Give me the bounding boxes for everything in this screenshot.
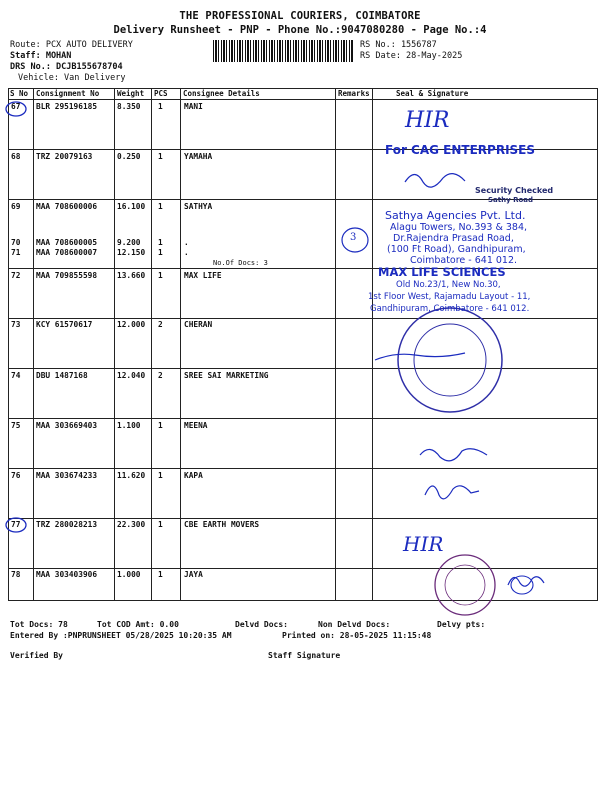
cell-weight: 1.000 <box>117 570 141 579</box>
rs-number: RS No.: 1556787 <box>360 40 437 50</box>
cell-consignment: TRZ 20079163 <box>36 152 93 161</box>
total-cod: Tot COD Amt: 0.00 <box>97 620 179 629</box>
cell-consignee: . <box>184 238 189 247</box>
initials-hir-bottom: HIR <box>403 532 444 556</box>
cell-weight: 0.250 <box>117 152 141 161</box>
cell-consignee: SATHYA <box>184 202 213 211</box>
cell-pcs: 1 <box>158 520 163 529</box>
cell-pcs: 1 <box>158 248 163 257</box>
maxlife-line1: Old No.23/1, New No.30, <box>396 280 501 290</box>
cell-consignment: TRZ 280028213 <box>36 520 98 529</box>
sathy-road-stamp: Sathy Road <box>488 196 534 204</box>
cell-sno: 78 <box>11 570 21 579</box>
cell-sno: 75 <box>11 421 21 430</box>
cell-weight: 8.350 <box>117 102 141 111</box>
cell-pcs: 1 <box>158 238 163 247</box>
maxlife-line2: 1st Floor West, Rajamadu Layout - 11, <box>368 292 531 302</box>
cell-consignee: MAX LIFE <box>184 271 222 280</box>
cell-sno: 72 <box>11 271 21 280</box>
delivery-points: Delvy pts: <box>437 620 486 629</box>
cell-sno: 70 <box>11 238 21 247</box>
vehicle-label: Vehicle: Van Delivery <box>18 73 126 83</box>
barcode <box>213 40 353 62</box>
cell-sno: 74 <box>11 371 21 380</box>
col-signature: Seal & Signature <box>396 89 469 98</box>
cell-pcs: 1 <box>158 152 163 161</box>
sathya-line2: Dr.Rajendra Prasad Road, <box>393 233 514 244</box>
route-label: Route: PCX AUTO DELIVERY <box>10 40 133 50</box>
cell-consignee: YAMAHA <box>184 152 213 161</box>
cell-pcs: 1 <box>158 471 163 480</box>
drs-number: DRS No.: DCJB155678704 <box>10 62 123 72</box>
cell-weight: 1.100 <box>117 421 141 430</box>
cell-consignee: MANI <box>184 102 203 111</box>
cell-consignee: CHERAN <box>184 320 213 329</box>
cell-pcs: 2 <box>158 320 163 329</box>
cell-consignment: MAA 708600007 <box>36 248 98 257</box>
page-title: THE PROFESSIONAL COURIERS, COIMBATORE <box>179 10 421 22</box>
cell-sno: 71 <box>11 248 21 257</box>
cell-consignment: MAA 303403906 <box>36 570 98 579</box>
col-sno: S No <box>10 89 29 98</box>
page-subtitle: Delivery Runsheet - PNP - Phone No.:9047080280 - Page No.:4 <box>113 24 487 36</box>
row-divider <box>8 99 598 100</box>
sathya-line1: Alagu Towers, No.393 & 384, <box>390 222 528 233</box>
cell-consignment: MAA 303674233 <box>36 471 98 480</box>
cell-pcs: 1 <box>158 271 163 280</box>
cell-consignee: . <box>184 248 189 257</box>
cell-weight: 12.150 <box>117 248 146 257</box>
col-consignment: Consignment No <box>36 89 100 98</box>
col-weight: Weight <box>117 89 145 98</box>
cell-consignee: MEENA <box>184 421 208 430</box>
col-pcs: PCS <box>154 89 168 98</box>
cell-pcs: 1 <box>158 421 163 430</box>
row-divider <box>8 318 598 319</box>
row-divider <box>8 468 598 469</box>
cell-consignment: MAA 708600005 <box>36 238 98 247</box>
cell-consignment: BLR 295196185 <box>36 102 98 111</box>
sathya-name: Sathya Agencies Pvt. Ltd. <box>385 209 526 222</box>
row-divider <box>8 418 598 419</box>
cell-weight: 12.000 <box>117 320 146 329</box>
cell-pcs: 1 <box>158 102 163 111</box>
cell-weight: 16.100 <box>117 202 146 211</box>
cell-consignment: DBU 1487168 <box>36 371 88 380</box>
staff-label: Staff: MOHAN <box>10 51 72 61</box>
sathya-line3: (100 Ft Road), Gandhipuram, <box>387 244 526 255</box>
entered-by: Entered By :PNPRUNSHEET 05/28/2025 10:20:35 AM <box>10 631 232 640</box>
cell-sno: 73 <box>11 320 21 329</box>
cell-sno: 67 <box>11 102 21 111</box>
cell-weight: 11.620 <box>117 471 146 480</box>
cell-consignee: CBE EARTH MOVERS <box>184 520 260 529</box>
cell-consignment: MAA 709855598 <box>36 271 98 280</box>
rs-date: RS Date: 28-May-2025 <box>360 51 463 61</box>
cell-weight: 22.300 <box>117 520 146 529</box>
cell-weight: 12.040 <box>117 371 146 380</box>
col-remarks: Remarks <box>338 89 370 98</box>
cell-weight: 13.660 <box>117 271 146 280</box>
runsheet-table <box>8 88 598 600</box>
cell-consignment: MAA 708600006 <box>36 202 98 211</box>
cell-consignment: MAA 303669403 <box>36 421 98 430</box>
delivered-docs: Delvd Docs: <box>235 620 288 629</box>
sathya-line4: Coimbatore - 641 012. <box>410 255 518 266</box>
row-divider <box>8 568 598 569</box>
cell-consignment: KCY 61570617 <box>36 320 93 329</box>
total-docs: Tot Docs: 78 <box>10 620 68 629</box>
non-delivered-docs: Non Delvd Docs: <box>318 620 391 629</box>
row-divider <box>8 600 598 601</box>
cag-stamp: For CAG ENTERPRISES <box>385 143 536 157</box>
cell-pcs: 2 <box>158 371 163 380</box>
no-of-docs: No.Of Docs: 3 <box>213 259 268 267</box>
circled-number-3: 3 <box>350 232 357 243</box>
staff-signature: Staff Signature <box>268 651 341 660</box>
cell-sno: 77 <box>11 520 21 529</box>
row-divider <box>8 368 598 369</box>
cell-consignee: SREE SAI MARKETING <box>184 371 269 380</box>
cell-pcs: 1 <box>158 570 163 579</box>
initials-hir-top: HIR <box>405 108 450 133</box>
cell-pcs: 1 <box>158 202 163 211</box>
cell-consignee: KAPA <box>184 471 203 480</box>
maxlife-name: MAX LIFE SCIENCES <box>378 265 506 279</box>
printed-on: Printed on: 28-05-2025 11:15:48 <box>282 631 432 640</box>
cell-sno: 68 <box>11 152 21 161</box>
security-stamp: Security Checked <box>475 186 554 195</box>
row-divider <box>8 268 598 269</box>
row-divider <box>8 518 598 519</box>
maxlife-line3: Gandhipuram, Coimbatore - 641 012. <box>370 304 530 314</box>
cell-weight: 9.200 <box>117 238 141 247</box>
cell-consignee: JAYA <box>184 570 203 579</box>
cell-sno: 76 <box>11 471 21 480</box>
col-consignee: Consignee Details <box>183 89 260 98</box>
cell-sno: 69 <box>11 202 21 211</box>
verified-by: Verified By <box>10 651 63 660</box>
